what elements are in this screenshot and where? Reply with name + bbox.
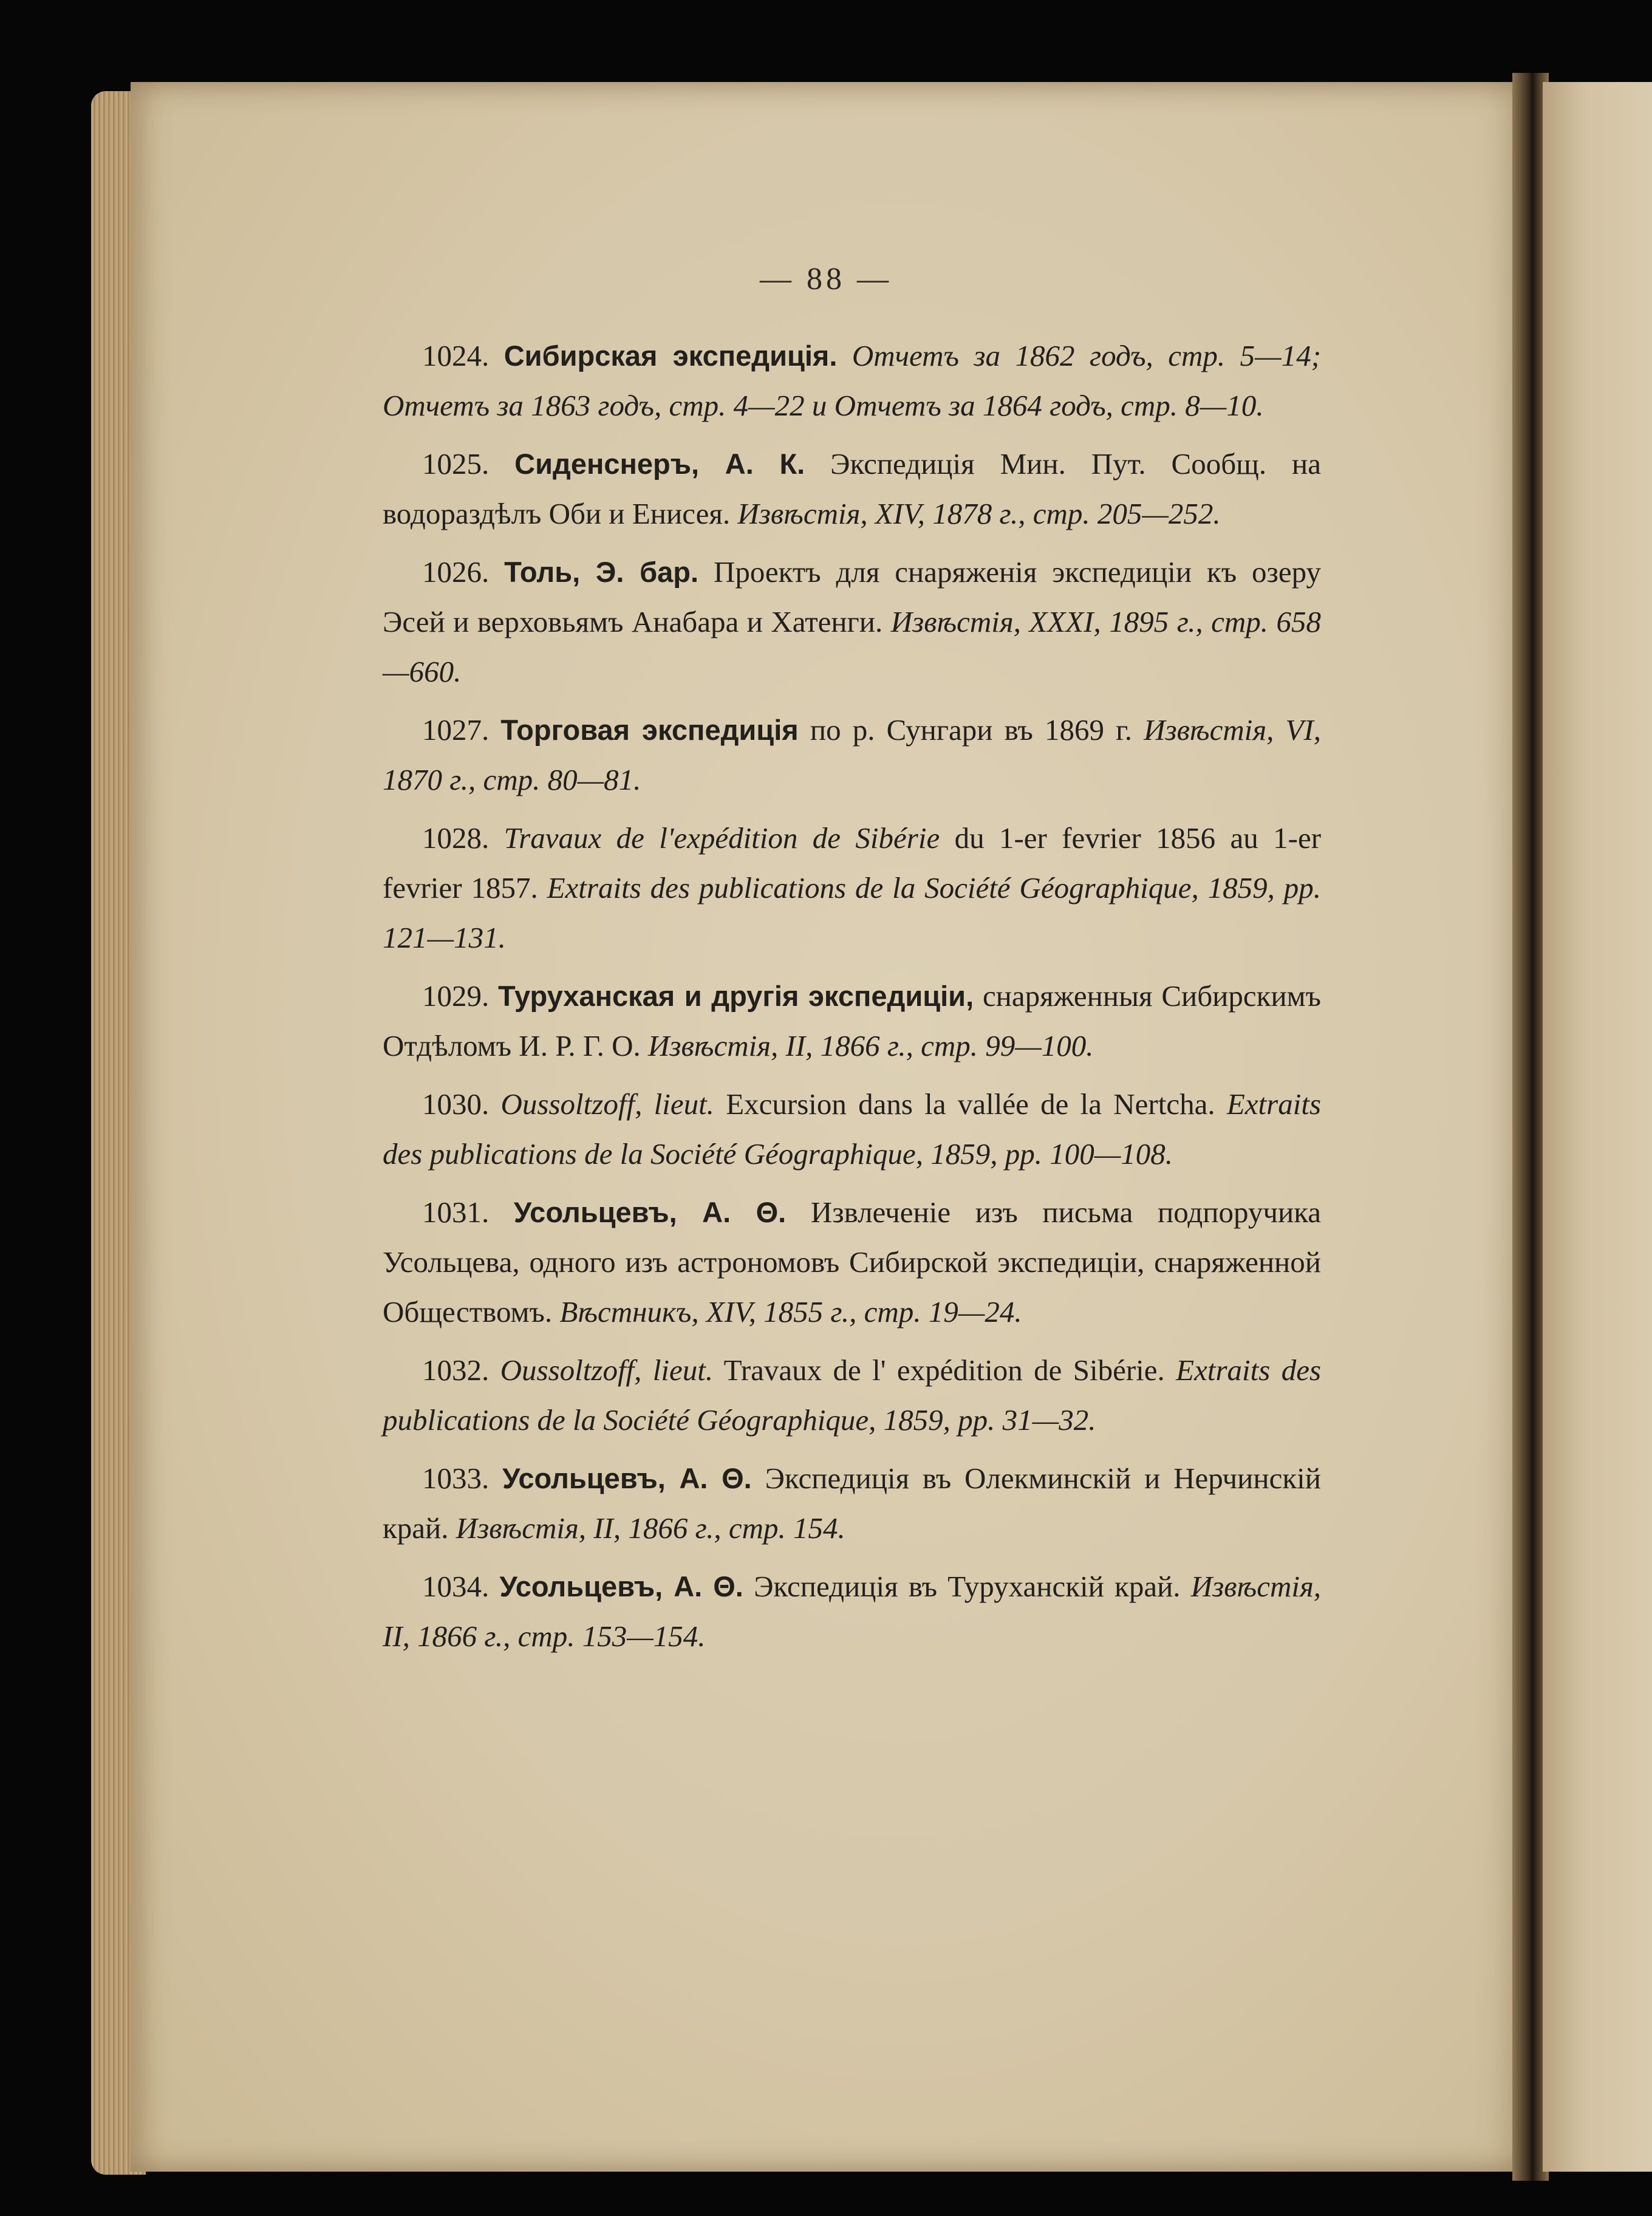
bibliography-entry xyxy=(383,439,1321,539)
entry-text: Экспедиція Мин. Пут. Сообщ. на водораздѣлъ Оби и Енисея. xyxy=(383,447,1321,530)
entry-source: Извѣстія, II, 1866 г., стр. 153—154. xyxy=(383,1570,1321,1653)
entry-source: Извѣстія, XIV, 1878 г., стр. 205—252. xyxy=(737,497,1221,530)
entry-author: Сибирская экспедиція. xyxy=(503,340,838,372)
entry-text: Экспедиція въ Олекминскій и Нерчинскій край. xyxy=(383,1462,1322,1545)
bibliography-entry xyxy=(383,1562,1321,1661)
entry-author: Усольцевъ, А. Θ. xyxy=(502,1462,752,1494)
entry-number: 1033. xyxy=(422,1462,490,1495)
entry-author: Travaux de l'expédition de Sibérie xyxy=(503,821,940,855)
entry-source: Извѣстія, II, 1866 г., стр. 154. xyxy=(456,1511,845,1545)
entry-number: 1028. xyxy=(422,821,490,855)
bibliography-entry xyxy=(383,705,1321,805)
entry-number: 1024. xyxy=(422,339,490,372)
entry-source: Извѣстія, VI, 1870 г., стр. 80—81. xyxy=(383,713,1322,796)
bibliography-entry xyxy=(383,331,1321,431)
entry-author: Усольцевъ, А. Θ. xyxy=(513,1196,787,1228)
entry-text: снаряженныя Сибирскимъ Отдѣломъ И. Р. Г. О. xyxy=(383,979,1322,1062)
bibliography-list xyxy=(383,331,1321,1670)
entry-source: Extraits des publications de la Société Géographique, 1859, pp. 100—108. xyxy=(383,1087,1322,1171)
entry-author: Oussoltzoff, lieut. xyxy=(500,1353,714,1387)
bibliography-entry xyxy=(383,971,1321,1071)
entry-source: Отчетъ за 1862 годъ, стр. 5—14; Отчетъ за 1863 годъ, стр. 4—22 и Отчетъ за 1864 годъ, стр. 8—10. xyxy=(383,339,1322,422)
entry-source: Extraits des publications de la Société Géographique, 1859, pp. 31—32. xyxy=(383,1353,1322,1437)
entry-number: 1026. xyxy=(422,555,490,589)
entry-author: Сиденснеръ, А. К. xyxy=(514,448,805,480)
entry-author: Торговая экспедиція xyxy=(500,714,799,746)
entry-number: 1027. xyxy=(422,713,490,747)
entry-number: 1025. xyxy=(422,447,490,480)
entry-source: Вѣстникъ, XIV, 1855 г., стр. 19—24. xyxy=(559,1295,1022,1329)
entry-text: Excursion dans la vallée de la Nertcha. xyxy=(726,1087,1215,1121)
bibliography-entry xyxy=(383,1188,1321,1337)
bibliography-entry xyxy=(383,813,1321,963)
entry-number: 1034. xyxy=(422,1570,490,1603)
bibliography-entry xyxy=(383,1454,1321,1553)
entry-source: Extraits des publications de la Société Géographique, 1859, pp. 121—131. xyxy=(383,871,1322,954)
entry-number: 1030. xyxy=(422,1087,490,1121)
entry-text: Travaux de l' expédition de Sibérie. xyxy=(723,1353,1165,1387)
entry-text: Проектъ для снаряженія экспедиціи къ озеру Эсей и верховьямъ Анабара и Хатенги. xyxy=(383,555,1321,638)
entry-text: Извлеченіе изъ письма подпоручика Усольцева, одного изъ астрономовъ Сибирской экспедиціи, снаряженной Обществомъ. xyxy=(383,1195,1322,1329)
next-page-edge xyxy=(1543,82,1652,2172)
entry-number: 1029. xyxy=(422,979,490,1013)
bibliography-entry xyxy=(383,1346,1321,1445)
entry-author: Oussoltzoff, lieut. xyxy=(500,1087,714,1121)
entry-author: Толь, Э. бар. xyxy=(504,556,699,588)
entry-text: du 1-er fevrier 1856 au 1-er fevrier 1857. xyxy=(383,821,1322,905)
entry-source: Извѣстія, II, 1866 г., стр. 99—100. xyxy=(648,1029,1094,1062)
entry-author: Усольцевъ, А. Θ. xyxy=(499,1570,743,1602)
entry-text: по р. Сунгари въ 1869 г. xyxy=(810,713,1132,747)
entry-source: Извѣстія, XXXI, 1895 г., стр. 658—660. xyxy=(383,605,1322,688)
page-number: — 88 — xyxy=(760,262,892,296)
entry-number: 1031. xyxy=(422,1195,490,1229)
bibliography-entry xyxy=(383,1079,1321,1179)
bibliography-entry xyxy=(383,547,1321,697)
entry-text: Экспедиція въ Туруханскій край. xyxy=(754,1570,1181,1603)
entry-author: Туруханская и другія экспедиціи, xyxy=(498,980,974,1012)
entry-number: 1032. xyxy=(422,1353,490,1387)
